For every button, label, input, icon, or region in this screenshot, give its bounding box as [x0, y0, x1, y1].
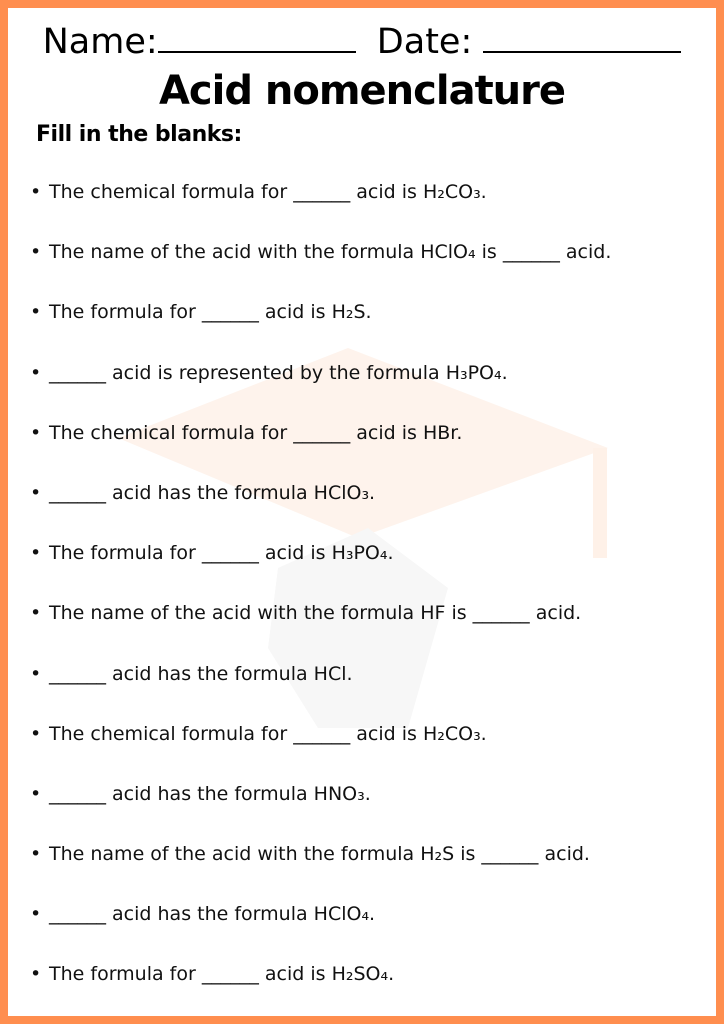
question-item: • ______ acid has the formula HCl.: [8, 658, 611, 718]
question-item: • The chemical formula for ______ acid is H₂CO₃.: [8, 718, 611, 778]
question-item: • ______ acid is represented by the formula H₃PO₄.: [8, 357, 611, 417]
question-item: • The name of the acid with the formula HF is ______ acid.: [8, 597, 611, 657]
instructions: Fill in the blanks:: [36, 122, 242, 147]
question-item: • The name of the acid with the formula H₂S is ______ acid.: [8, 838, 611, 898]
question-item: • The formula for ______ acid is H₂SO₄.: [8, 958, 611, 1018]
question-item: • ______ acid has the formula HClO₃.: [8, 477, 611, 537]
date-label: Date:: [376, 22, 473, 62]
question-item: • The formula for ______ acid is H₂S.: [8, 296, 611, 356]
question-item: • The name of the acid with the formula HClO₄ is ______ acid.: [8, 236, 611, 296]
page-title: Acid nomenclature: [158, 68, 566, 114]
question-list: [8, 176, 611, 1019]
name-date-header: [8, 22, 716, 62]
date-field[interactable]: [483, 50, 681, 53]
question-item: • ______ acid has the formula HClO₄.: [8, 898, 611, 958]
question-item: • ______ acid has the formula HNO₃.: [8, 778, 611, 838]
question-item: • The formula for ______ acid is H₃PO₄.: [8, 537, 611, 597]
name-field[interactable]: [158, 50, 356, 53]
name-label: Name:: [42, 22, 158, 62]
question-item: • The chemical formula for ______ acid is HBr.: [8, 417, 611, 477]
question-item: • The chemical formula for ______ acid is H₂CO₃.: [8, 176, 611, 236]
